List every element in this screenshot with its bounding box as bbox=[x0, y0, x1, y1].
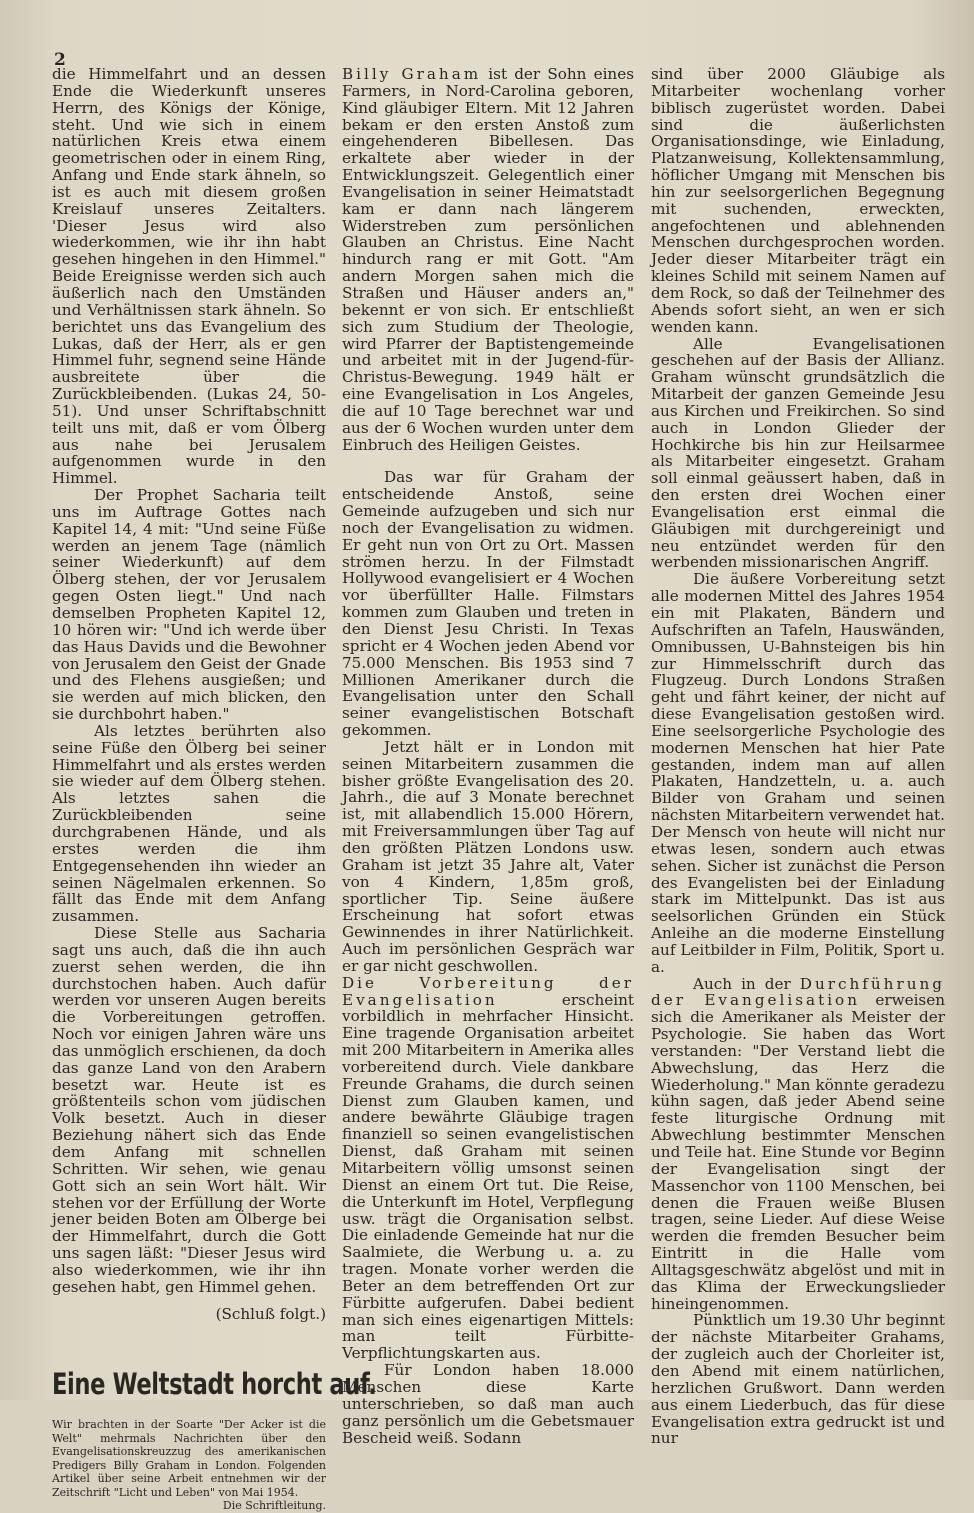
paragraph: Für London haben 18.000 Menschen diese Karte unterschrieben, so daß man auch ganz persönlich um die Gebetsmauer Bescheid weiß. Sodann bbox=[342, 1361, 634, 1447]
paragraph bbox=[342, 66, 634, 453]
column-right bbox=[651, 66, 945, 1447]
column-middle bbox=[342, 66, 634, 1446]
paragraph: Pünktlich um 19.30 Uhr beginnt der nächste Mitarbeiter Grahams, der zugleich auch der Chorleiter ist, den Abend mit einem natürlichen, herzlichen Grußwort. Dann werden aus einem Liederbuch, das für diese Evangelisation extra gedruckt ist und nur bbox=[651, 1311, 945, 1448]
intro-signature: Die Schriftleitung. bbox=[222, 1499, 326, 1513]
paragraph: Das war für Graham der entscheidende Anstoß, seine Gemeinde aufzugeben und sich nur noch der Evangelisation zu widmen. Er geht nun von Ort zu Ort. Massen strömen herzu. In der Filmstadt Hollywood evangelisiert er 4 Wochen vor überfüllter Halle. Filmstars kommen zum Glauben und treten in den Dienst Jesu Christi. In Texas spricht er 4 Wochen jeden Abend vor 75.000 Menschen. Bis 1953 sind 7 Millionen Amerikaner durch die Evangelisation unter den Schall seiner evangelistischen Botschaft gekommen. bbox=[342, 468, 634, 740]
editorial-intro bbox=[52, 1418, 326, 1513]
spaced-name: Billy Graham bbox=[342, 65, 482, 83]
paragraph bbox=[651, 976, 945, 1313]
spaced-lead: Die Vorbereitung der Evangelisation bbox=[342, 973, 634, 1009]
paragraph bbox=[342, 975, 634, 1362]
paragraph: sind über 2000 Gläubige als Mitarbeiter wochenlang vorher biblisch zugerüstet worden. Dabei sind die äußerlichsten Organisationsdinge, wie Einladung, Platzanweisung, Kollektensammlung, höflicher Umgang mit Menschen bis hin zur seelsorgerlichen Begegnung mit suchenden, erweckten, angefochtenen und ablehnenden Menschen durchgesprochen worden. Jeder dieser Mitarbeiter trägt ein kleines Schild mit seinem Namen auf dem Rock, so daß der Teilnehmer des Abends sofort sieht, an wen er sich wenden kann. bbox=[651, 65, 945, 336]
column-left bbox=[52, 65, 377, 1513]
intro-text: Wir brachten in der Soarte "Der Acker ist die Welt" mehrmals Nachrichten über den Evangelisationskreuzzug des amerikanischen Predigers Billy Graham in London. Folgenden Artikel über seine Arbeit entnehmen wir der Zeitschrift "Licht und Leben" von Mai 1954. bbox=[52, 1418, 326, 1499]
paragraph: Der Prophet Sacharia teilt uns im Auftrage Gottes nach Kapitel 14, 4 mit: "Und seine Füße werden an jenem Tage (nämlich seiner Wiederkunft) auf dem Ölberg stehen, der vor Jerusalem gegen Osten liegt." Und nach demselben Propheten Kapitel 12, 10 hören wir: "Und ich werde über das Haus Davids und die Bewohner von Jerusalem den Geist der Gnade und des Flehens ausgießen; und sie werden auf mich blicken, den sie durchbohrt haben." bbox=[52, 486, 326, 724]
paragraph-text: erscheint vorbildlich in mehrfacher Hinsicht. Eine tragende Organisation arbeitet mit 200 Mitarbeitern in Amerika alles vorbereitend durch. Viele dankbare Freunde Grahams, die durch seinen Dienst zum Glauben kamen, und andere bewährte Gläubige tragen finanziell so seinen evangelistischen Dienst, daß Graham mit seinen Mitarbeitern völlig umsonst seinen Dienst an einem Ort tut. Die Reise, die Unterkunft im Hotel, Verpflegung usw. trägt die Organisation selbst. Die einladende Gemeinde hat nur die Saalmiete, die Werbung u. a. zu tragen. Monate vorher werden die Beter an dem betreffenden Ort zur Fürbitte aufgerufen. Dabei bedient man sich eines eigenartigen Mittels: man teilt Fürbitte-Verpflichtungskarten aus. bbox=[342, 990, 634, 1363]
paragraph: die Himmelfahrt und an dessen Ende die Wiederkunft unseres Herrn, des Königs der Könige, steht. Und wie sich in einem natürlichen Kreis etwa einem geometrischen oder in einem Ring, Anfang und Ende stark ähneln, so ist es auch mit diesem großen Kreislauf unseres Zeitalters. 'Dieser Jesus wird also wiederkommen, wie ihr ihn habt gesehen hingehen in den Himmel." Beide Ereignisse werden sich auch äußerlich nach den Umständen und Verhältnissen stark ähneln. So berichtet uns das Evangelium des Lukas, daß der Herr, als er gen Himmel fuhr, segnend seine Hände ausbreitete über die Zurückbleibenden. (Lukas 24, 50-51). Und unser Schriftabschnitt teilt uns mit, daß er vom Ölberg aus nahe bei Jerusalem aufgenommen wurde in den Himmel. bbox=[52, 65, 326, 488]
paragraph: Alle Evangelisationen geschehen auf der Basis der Allianz. Graham wünscht grundsätzlich die Mitarbeit der ganzen Gemeinde Jesu aus Kirchen und Freikirchen. So sind auch in London Glieder der Hochkirche bis hin zur Heilsarmee als Mitarbeiter eingesetzt. Graham soll einmal geäussert haben, daß in den ersten drei Wochen einer Evangelisation erst einmal die Gläubigen mit durchgereinigt und neu entzündet werden für den werbenden missionarischen Angriff. bbox=[651, 334, 945, 572]
paragraph-text: erweisen sich die Amerikaner als Meister der Psychologie. Sie haben das Wort verstanden: "Der Verstand liebt die Abwechslung, das Herz die Wiederholung." Man könnte geradezu kühn sagen, daß jeder Abend seine feste liturgische Ordnung mit Abwechlung bestimmter Menschen und Teile hat. Eine Stunde vor Beginn der Evangelisation singt der Massenchor von 1100 Menschen, bei denen die Frauen weiße Blusen tragen, seine Lieder. Auf diese Weise werden die fremden Besucher beim Eintritt in die Halle vom Alltagsgeschwätz abgelöst und mit in das Klima der Erweckungslieder hineingenommen. bbox=[651, 991, 945, 1313]
paragraph: Die äußere Vorbereitung setzt alle modernen Mittel des Jahres 1954 ein mit Plakaten, Bändern und Aufschriften an Tafeln, Hauswänden, Omnibussen, U-Bahnsteigen bis hin zur Himmelsschrift durch das Flugzeug. Durch Londons Straßen geht und fährt keiner, der nicht auf diese Evangelisation gestoßen wird. Eine seelsorgerliche Psychologie des modernen Menschen hat hier Pate gestanden, indem man auf allen Plakaten, Handzetteln, u. a. auch Bilder von Graham und seinen nächsten Mitarbeitern verwendet hat. Der Mensch von heute will nicht nur etwas lesen, sondern auch etwas sehen. Sicher ist zunächst die Person des Evangelisten bei der Einladung stark im Mittelpunkt. Das ist aus seelsorlichen Gründen ein Stück Anleihe an die moderne Einstellung auf Leitbilder in Film, Politik, Sport u. a. bbox=[651, 570, 945, 976]
paragraph: Diese Stelle aus Sacharia sagt uns auch, daß die ihn auch zuerst sehen werden, die ihn durchstochen haben. Auch dafür werden vor unseren Augen bereits die Vorbereitungen getroffen. Noch vor einigen Jahren wäre uns das unmöglich erschienen, da doch das ganze Land von den Arabern besetzt war. Heute ist es größtenteils schon vom jüdischen Volk besetzt. Auch in dieser Beziehung nähert sich das Ende dem Anfang mit schnellen Schritten. Wir sehen, wie genau Gott sich an sein Wort hält. Wir stehen vor der Erfüllung der Worte jener beiden Boten am Ölberge bei der Himmelfahrt, durch die Gott uns sagen läßt: "Dieser Jesus wird also wiederkommen, wie ihr ihn gesehen habt, gen Himmel gehen. bbox=[52, 924, 326, 1296]
article-headline: Eine Weltstadt horcht auf. bbox=[52, 1367, 377, 1402]
spaced-lead: Durchführung der Evangelisation bbox=[651, 974, 945, 1010]
paragraph: Als letztes berührten also seine Füße den Ölberg bei seiner Himmelfahrt und als erstes werden sie wieder auf dem Ölberg stehen. Als letztes sahen die Zurückbleibenden seine durchgrabenen Hände, und als erstes werden die ihm Entgegensehenden ihn wieder an seinen Nägelmalen erkennen. So fällt das Ende mit dem Anfang zusammen. bbox=[52, 721, 326, 926]
paragraph-text: Auch in der bbox=[693, 974, 800, 993]
to-be-continued: (Schluß folgt.) bbox=[215, 1304, 326, 1323]
paragraph-text: ist der Sohn eines Farmers, in Nord-Carolina geboren, Kind gläubiger Eltern. Mit 12 Jahren bekam er den ersten Anstoß zum eingehenderen Bibellesen. Das erkaltete aber wieder in der Entwicklungszeit. Gelegentlich einer Evangelisation in seiner Heimatstadt kam er dann nach längerem Widerstreben zum persönlichen Glauben an Christus. Eine Nacht hindurch rang er mit Gott. "Am andern Morgen sahen mich die Straßen und Häuser anders an," bekennt er von sich. Er entschließt sich zum Studium der Theologie, wird Pfarrer der Baptistengemeinde und arbeitet mit in der Jugend-für-Christus-Bewegung. 1949 hält er eine Evangelisation in Los Angeles, die auf 10 Tage berechnet war und aus der 6 Wochen wurden unter dem Einbruch des Heiligen Geistes. bbox=[342, 65, 634, 454]
paragraph: Jetzt hält er in London mit seinen Mitarbeitern zusammen die bisher größte Evangelisation des 20. Jahrh., die auf 3 Monate berechnet ist, mit allabendlich 15.000 Hörern, mit Freiversammlungen über Tag auf den größten Plätzen Londons usw. Graham ist jetzt 35 Jahre alt, Vater von 4 Kindern, 1,85m groß, sportlicher Tip. Seine äußere Erscheinung hat sofort etwas Gewinnendes in ihrer Natürlichkeit. Auch im persönlichen Gespräch war er gar nicht geschwollen. bbox=[342, 737, 634, 975]
page-number: 2 bbox=[54, 50, 66, 70]
